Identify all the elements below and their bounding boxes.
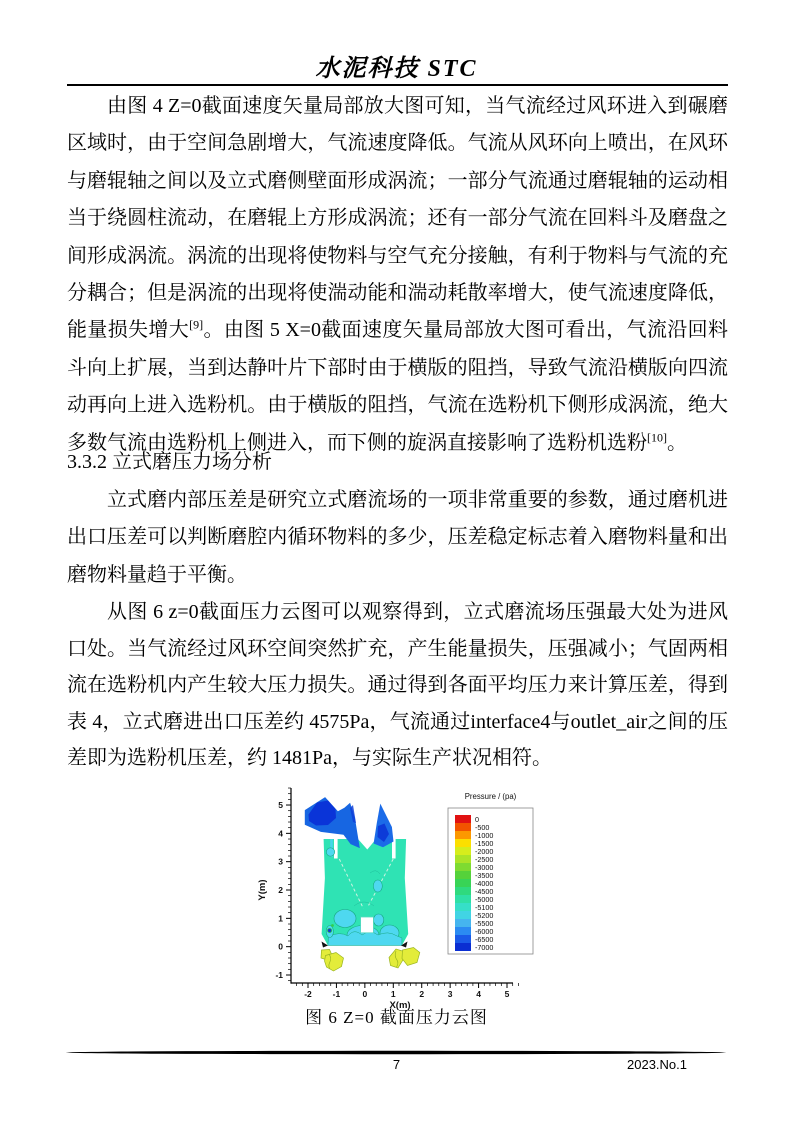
colorbar-level-label: -3000 [475, 863, 494, 872]
journal-header-title: 水泥科技 STC [315, 56, 478, 82]
paragraph-text: 。由图 5 X=0截面速度矢量局部放大图可看出，气流沿回料斗向上扩展，当到达静叶片下部时由于横版的阻挡，导致气流沿横版向四流动再向上进入选粉机。由于横版的阻挡，气流在选粉机下侧形成涡流，绝大多数气流由选粉机上侧进入，而下侧的旋涡直接影响了选粉机选粉 [67, 319, 729, 454]
colorbar-level-label: -5000 [475, 895, 494, 904]
colorbar-level-label: -500 [475, 823, 490, 832]
colorbar-swatch [455, 911, 471, 919]
colorbar-swatch [455, 847, 471, 855]
colorbar-title: Pressure / (pa) [464, 792, 517, 801]
colorbar-swatch [455, 823, 471, 831]
y-tick-label: -1 [275, 970, 283, 980]
footer-issue: 2023.No.1 [627, 1057, 687, 1072]
paragraph-pressure-intro: 立式磨内部压差是研究立式磨流场的一项非常重要的参数，通过磨机进出口压差可以判断磨腔内循环物料的多少，压差稳定标志着入磨物料量和出磨物料量趋于平衡。 [67, 489, 728, 586]
y-tick-label: 0 [278, 941, 283, 952]
colorbar-level-label: -6500 [475, 935, 494, 944]
colorbar-level-label: -5500 [475, 919, 494, 928]
figure-caption: 图 6 Z=0 截面压力云图 [305, 1008, 488, 1027]
y-tick-label: 2 [278, 885, 283, 896]
center-white-rect [361, 917, 374, 933]
citation-ref-9: [9] [189, 317, 204, 332]
colorbar [455, 815, 493, 952]
colorbar-swatch [455, 815, 471, 823]
yellow-region-right-2 [402, 948, 420, 966]
colorbar-level-label: -6000 [475, 927, 494, 936]
y-tick-label: 3 [278, 856, 283, 867]
colorbar-level-label: -2500 [475, 855, 494, 864]
colorbar-level-label: -7000 [475, 943, 494, 952]
colorbar-swatch [455, 879, 471, 887]
x-tick-label: 1 [390, 989, 396, 999]
colorbar-swatch [455, 943, 471, 951]
cyan-bottom-band [328, 932, 402, 946]
colorbar-level-label: -3500 [475, 871, 494, 880]
colorbar-level-label: -1500 [475, 839, 494, 848]
colorbar-level-label: -4500 [475, 887, 494, 896]
header-rule [67, 84, 728, 86]
cyan-blob-mid [373, 914, 383, 926]
x-tick-label: -2 [304, 989, 312, 999]
y-tick-label: 1 [278, 913, 283, 924]
green-spot [331, 924, 334, 927]
x-tick-label: 3 [447, 989, 453, 999]
section-heading-3-3-2: 3.3.2 立式磨压力场分析 [67, 451, 272, 473]
colorbar-level-label: -4000 [475, 879, 494, 888]
citation-ref-10: [10] [647, 430, 667, 444]
colorbar-swatch [455, 903, 471, 911]
yellow-region-left-2 [325, 953, 344, 972]
x-tick-label: 2 [419, 989, 425, 999]
colorbar-swatch [455, 855, 471, 863]
colorbar-level-label: 0 [475, 815, 479, 824]
paragraph-text: 由图 4 Z=0截面速度矢量局部放大图可知，当气流经过风环进入到碾磨区域时，由于空间急剧增大，气流速度降低。气流从风环向上喷出，在风环与磨辊轴之间以及立式磨侧壁面形成涡流；一部分气流通过磨辊轴的运动相当于绕圆柱流动，在磨辊上方形成涡流；还有一部分气流在回料斗及磨盘之间形成涡流。涡流的出现将使物料与空气充分接触，有利于物料与气流的充分耦合；但是涡流的出现将使湍动能和湍动耗散率增大，使气流速度降低，能量损失增大 [67, 95, 728, 342]
x-tick-label: 4 [476, 989, 481, 999]
footer-page-number: 7 [392, 1057, 401, 1072]
dark-blue-spot [328, 928, 332, 932]
footer-rule [66, 1050, 726, 1055]
colorbar-swatch [455, 935, 471, 943]
colorbar-swatch [455, 895, 471, 903]
colorbar-swatch [455, 919, 471, 927]
colorbar-level-label: -5200 [475, 911, 494, 920]
y-tick-label: 4 [278, 828, 283, 839]
colorbar-swatch [455, 831, 471, 839]
colorbar-level-label: -1000 [475, 831, 494, 840]
x-tick-label: 0 [362, 989, 368, 999]
paragraph-figure6-discussion: 从图 6 z=0截面压力云图可以观察得到，立式磨流场压强最大处为进风口处。当气流经过风环空间突然扩充，产生能量损失，压强减小；气固两相流在选粉机内产生较大压力损失。通过得到各面平均压力来计算压差，得到表 4，立式磨进出口压差约 4575Pa，气流通过interface4与outlet_air之间的压差即为选粉机压差，约 1481Pa，与实际生产状况相符。 [67, 601, 728, 770]
colorbar-level-label: -5100 [475, 903, 494, 912]
cyan-blob-upper [373, 880, 382, 892]
left-wall-blob [326, 848, 334, 856]
x-tick-label: 5 [504, 989, 510, 999]
x-axis-label: X(m) [389, 1000, 411, 1011]
figure-6-pressure-contour [250, 778, 550, 1014]
colorbar-level-label: -2000 [475, 847, 494, 856]
colorbar-swatch [455, 927, 471, 935]
colorbar-swatch [455, 871, 471, 879]
colorbar-swatch [455, 887, 471, 895]
cyan-blob-left [334, 910, 356, 928]
x-tick-label: -1 [332, 989, 341, 999]
left-wall-slot [334, 839, 338, 859]
colorbar-swatch [455, 863, 471, 871]
paragraph-text: 。 [667, 431, 687, 454]
paragraph-velocity-field [67, 88, 728, 462]
y-tick-label: 5 [278, 800, 283, 811]
pressure-contour-plot [250, 778, 550, 1014]
colorbar-swatch [455, 839, 471, 847]
y-axis-label: Y(m) [257, 879, 268, 901]
